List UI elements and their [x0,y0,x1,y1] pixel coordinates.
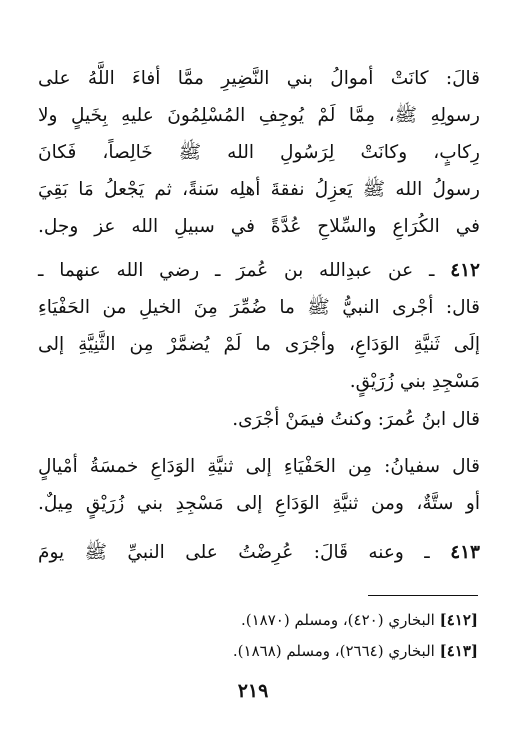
paragraph-sufyan-note [38,448,480,522]
footnote-text: البخاري (٤٢٠)، ومسلم (١٨٧٠). [240,611,435,629]
text-line: رسولُ الله ﷺ يَعزِلُ نفقةَ أهلِه سَنةً، ثم يَجْعلُ مَا بَقِيَ [38,179,480,200]
page-number: ٢١٩ [237,680,269,702]
text-line: قال ابنُ عُمرَ: وكنتُ فيمَنْ أجْرَى. [232,409,480,430]
text-line: قال سفيانُ: مِن الحَفْيَاءِ إلى ثنيَّةِ الوَدَاعِ خمسَةُ أمْيالٍ [38,456,480,477]
hadith-number: ٤١٢ [450,260,480,281]
paragraph-hadith-413 [38,534,480,571]
paragraph-ibn-umar-note [38,401,480,438]
paragraph-hadith-411-end [38,60,480,245]
text-line: رسولِهِ ﷺ، مِمَّا لَمْ يُوجِفِ المُسْلِمُونَ عليهِ بِخَيلٍ ولا [38,105,480,126]
footnote-ref: [٤١٣] [439,642,478,660]
text-line-with-number [38,534,480,571]
text-line: قال: أجْرى النبيُّ ﷺ ما ضُمِّرَ مِنَ الخيلِ من الحَفْيَاءِ [38,297,480,318]
footnote-divider [368,595,478,596]
text-line: مَسْجِدِ بني زُرَيْقٍ. [349,371,480,392]
footnote-413 [28,636,478,666]
text-line: ـ عن عبدِالله بن عُمرَ ـ رضي الله عنهما ـ [38,260,435,281]
text-line: ـ وعنه قَالَ: عُرِضْتُ على النبيِّ ﷺ يومَ [38,542,430,563]
paragraph-hadith-412 [38,252,480,400]
text-line: في الكُرَاعِ والسِّلاحِ عُدَّةً في سبيلِ الله عز وجل. [38,216,480,237]
text-line: إلَى ثَنيَّةِ الوَدَاعِ، وأجْرَى ما لَمْ يُضمَّرْ مِن الثَّنِيَّةِ إلى [38,334,480,355]
hadith-number: ٤١٣ [450,542,480,563]
text-line-with-number [38,252,480,289]
text-line: قالَ: كانَتْ أموالُ بني النَّضِيرِ ممَّا أفاءَ اللَّهُ على [38,68,480,89]
text-line: أو ستَّةٌ، ومن ثنيَّةِ الوَدَاعِ إلى مَسْجِدِ بني زُرَيْقٍ مِيلٌ. [38,493,480,514]
footnote-412 [28,605,478,635]
text-line: رِكابٍ، وكانَتْ لِرَسُولِ الله ﷺ خَالِصاً، فَكانَ [38,142,480,163]
footnote-ref: [٤١٢] [439,611,478,629]
footnote-text: البخاري (٢٦٦٤)، ومسلم (١٨٦٨). [232,642,435,660]
